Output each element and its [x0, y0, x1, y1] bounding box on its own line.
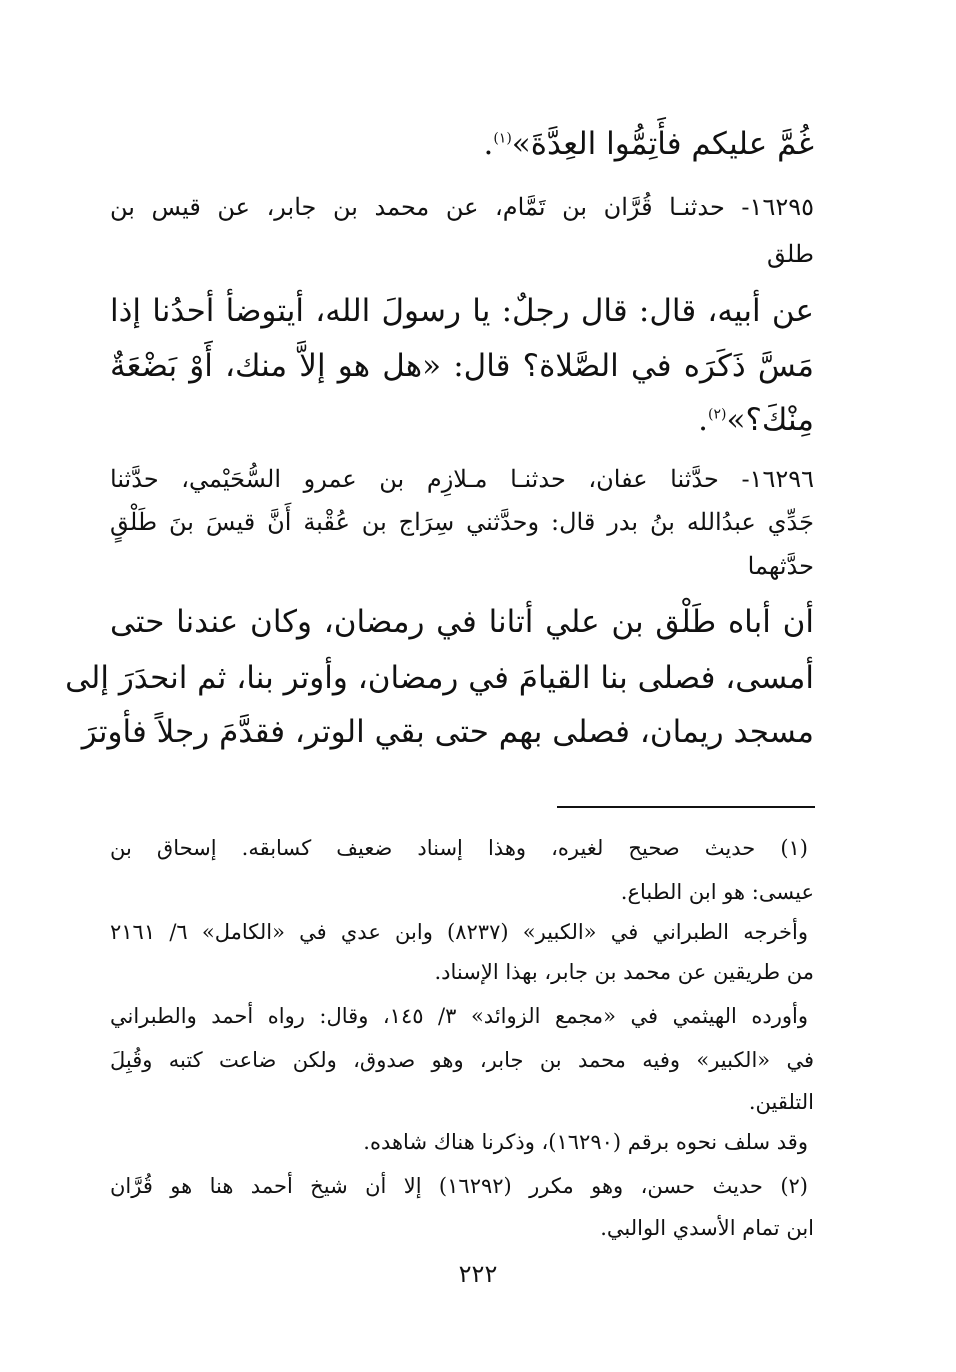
footnote-reference: (١) [493, 130, 512, 147]
footnote-line: التلقين. [748, 1090, 814, 1114]
hadith-text: غُمَّ عليكم فأَتِمُّوا العِدَّةَ» [511, 126, 814, 162]
footnote-line: (٢) حديث حسن، وهو مكرر (١٦٢٩٢) إلا أن شيخ أحمد هنا هو قُرَّان [110, 1174, 808, 1198]
hadith-text-line: عن أبيه، قال: قال رجلٌ: يا رسولَ الله، أيتوضأ أحدُنا إذا [110, 293, 814, 329]
hadith-text: مِنْكَ؟» [726, 402, 814, 438]
footnote-line: وأخرجه الطبراني في «الكبير» (٨٢٣٧) وابن عدي في «الكامل» ٦/ ٢١٦١ [110, 920, 808, 944]
punctuation: . [698, 402, 709, 438]
punctuation: . [483, 126, 494, 162]
footnote-line: من طريقين عن محمد بن جابر، بهذا الإسناد. [434, 960, 814, 984]
hadith-text-line: أن أباه طَلْق بن علي أتانا في رمضان، وكان عندنا حتى [110, 604, 814, 640]
hadith-text-line: أمسى، فصلى بنا القيامَ في رمضان، وأوتر بنا، ثم انحدَرَ إلى [65, 660, 814, 696]
isnad-line: ١٦٢٩٥- حدثنـا قُرَّان بن تَمَّام، عن محمد بن جابر، عن قيس بن [110, 193, 814, 221]
hadith-text-line [698, 402, 814, 438]
isnad-line: جَدِّي عبدُالله بنُ بدر قال: وحدَّثني سِرَاج بن عُقْبة أَنَّ قيسَ بنَ طَلْقٍ [110, 508, 814, 536]
hadith-text-line: مَسَّ ذَكَرَه في الصَّلاة؟ قال: «هل هو إلاَّ منك، أَوْ بَضْعَةٌ [110, 348, 814, 384]
hadith-text-continuation [483, 126, 814, 162]
isnad-line: ١٦٢٩٦- حدَّثنا عفان، حدثنـا مـلازِم بن عمرو السُّحَيْمي، حدَّثنا [110, 465, 814, 493]
isnad-line: حدَّثهما [747, 552, 814, 580]
footnote-line: وأورده الهيثمي في «مجمع الزوائد» ٣/ ١٤٥، وقال: رواه أحمد والطبراني [110, 1004, 808, 1028]
page-number: ٢٢٢ [458, 1260, 498, 1288]
footnote-line: عيسى: هو ابن الطباع. [620, 880, 814, 904]
footnote-line: (١) حديث صحيح لغيره، وهذا إسناد ضعيف كسابقه. إسحاق بن [110, 836, 808, 860]
footnote-separator [557, 806, 815, 808]
footnote-line: ابن تمام الأسدي الوالبي. [600, 1216, 814, 1240]
isnad-line: طلق [766, 240, 814, 268]
footnote-line: وقد سلف نحوه برقم (١٦٢٩٠)، وذكرنا هناك شاهده. [363, 1130, 808, 1154]
footnote-line: في «الكبير» وفيه محمد بن جابر، وهو صدوق، ولكن ضاعت كتبه وقُبِلَ [110, 1048, 814, 1072]
footnote-reference: (٢) [708, 406, 727, 423]
hadith-text-line: مسجد ريمان، فصلى بهم حتى بقي الوتر، فقدَّمَ رجلاً فأوترَ [81, 714, 814, 750]
